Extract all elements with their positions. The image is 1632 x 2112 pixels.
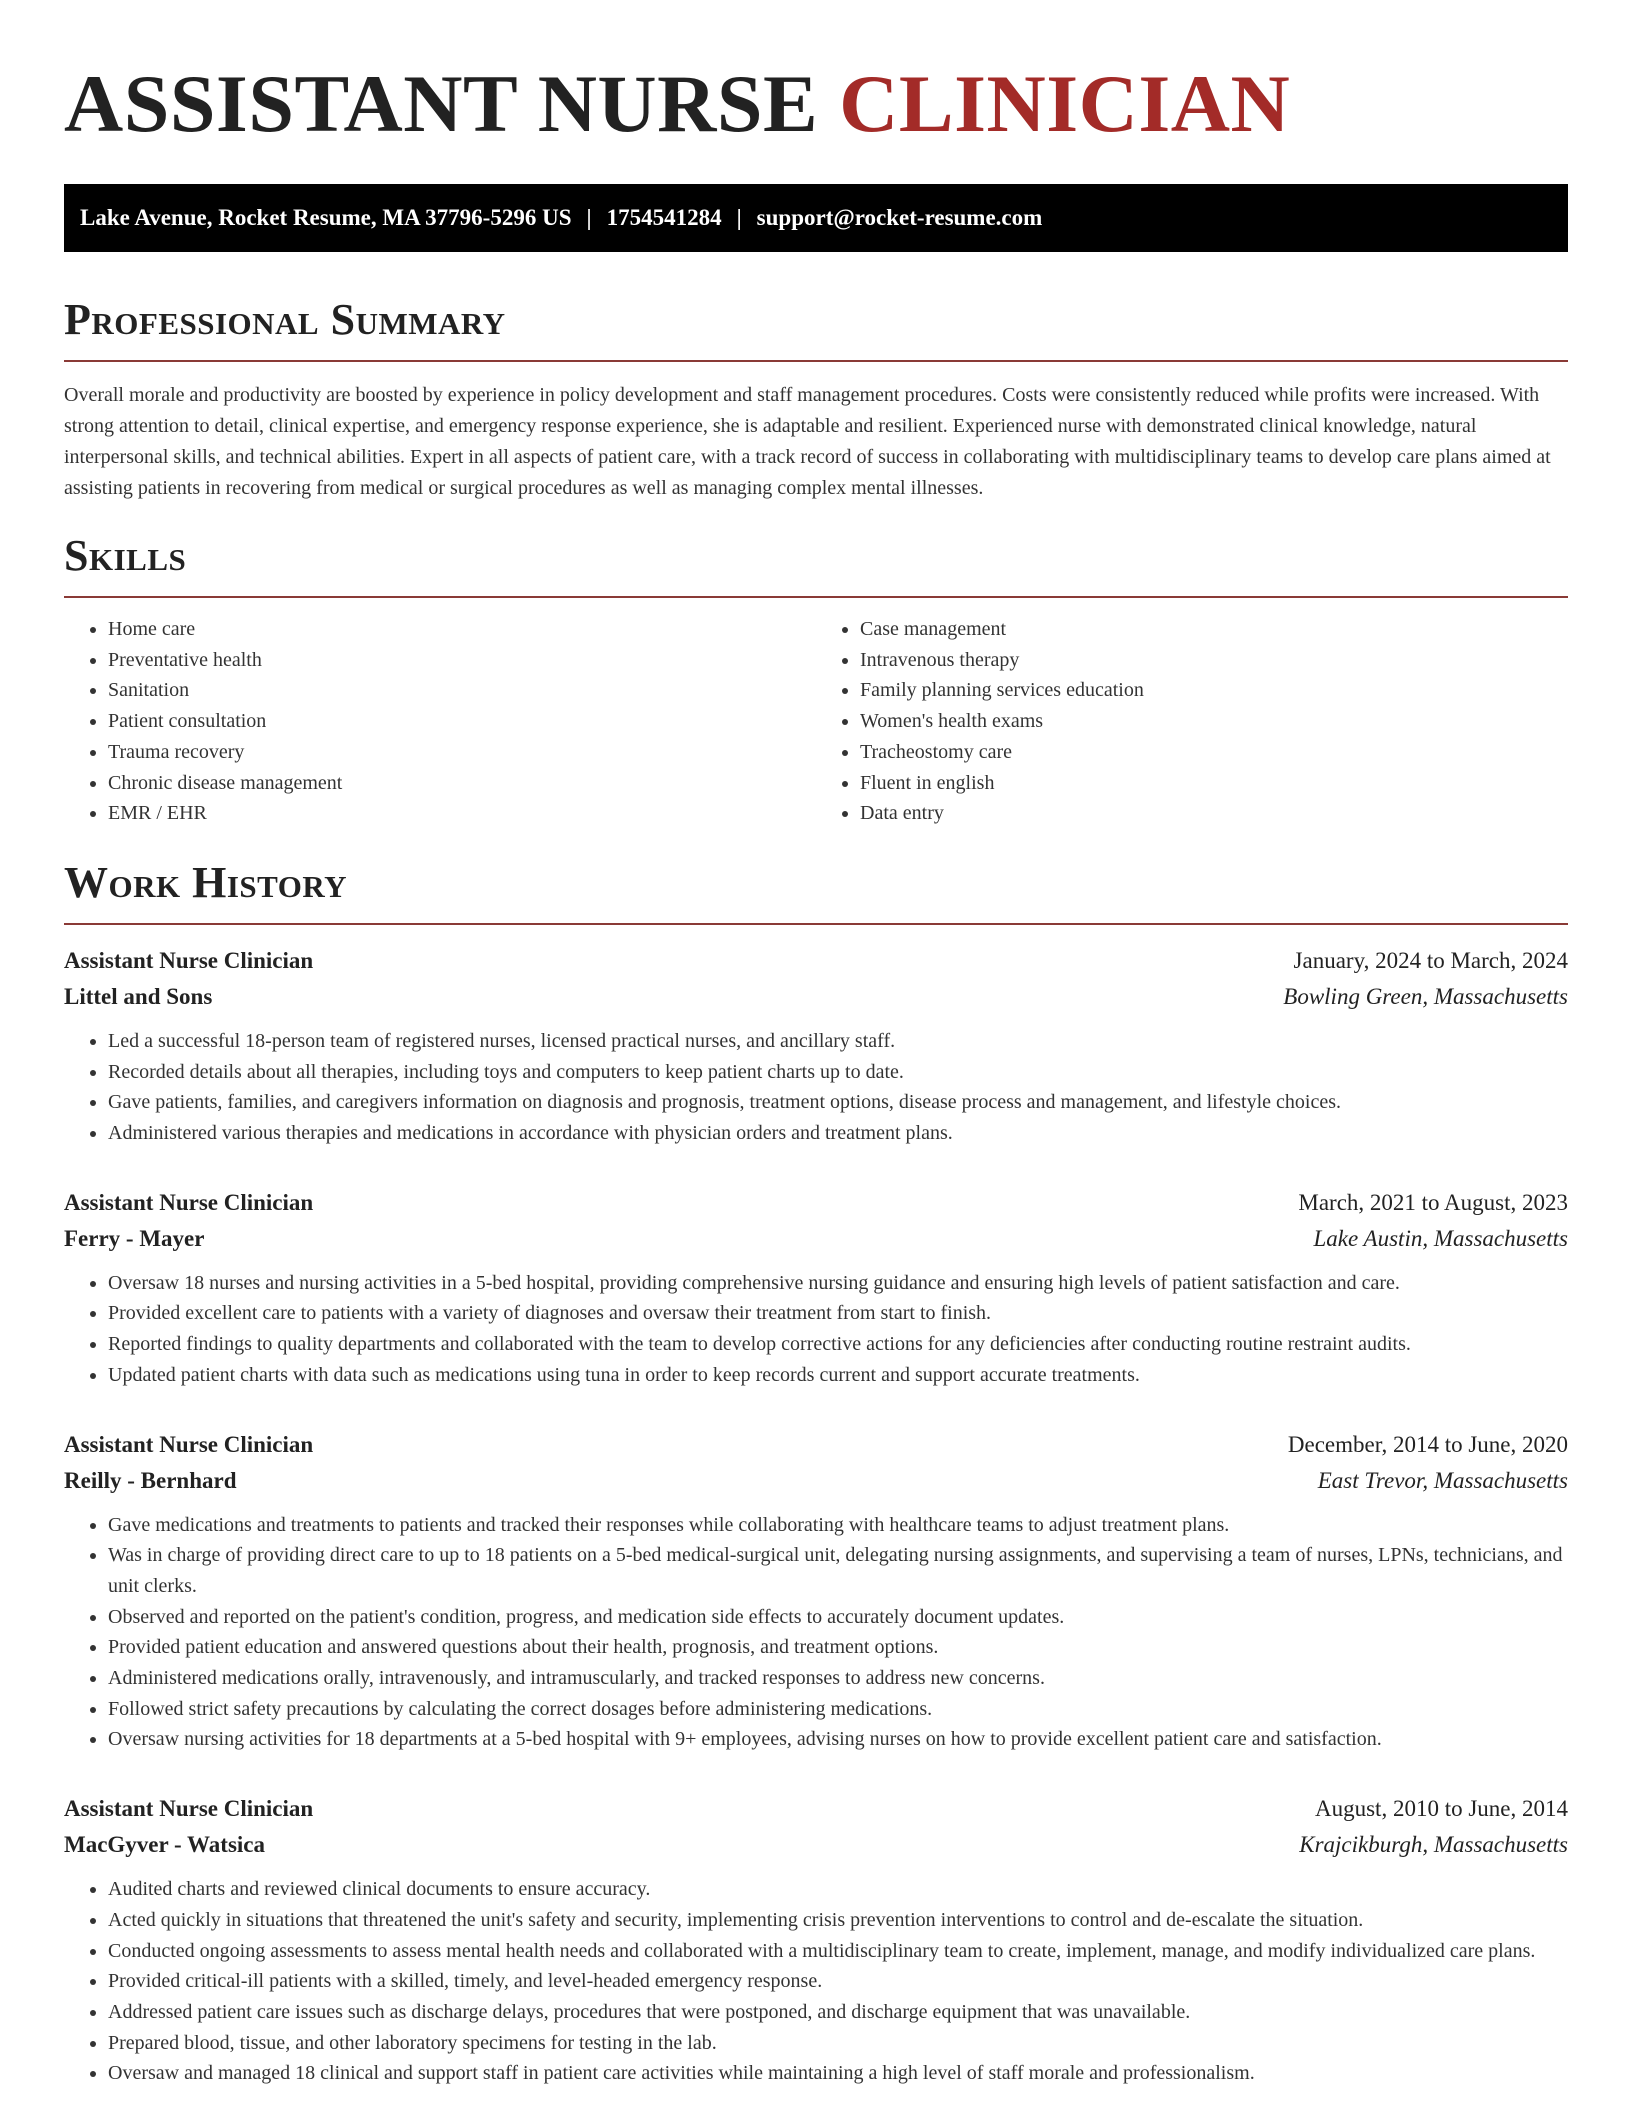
job-company: Reilly - Bernhard — [64, 1467, 237, 1493]
job-entry — [64, 943, 1568, 1149]
skill-item: • Family planning services education — [860, 675, 1568, 706]
job-bullet: • Oversaw 18 nurses and nursing activities in a 5-bed hospital, providing comprehensive nursing guidance and ensuring high levels of patient satisfaction and care. — [108, 1268, 1568, 1299]
job-dates: January, 2024 to March, 2024 — [1293, 947, 1568, 973]
job-bullet: • Followed strict safety precautions by calculating the correct dosages before administering medications. — [108, 1694, 1568, 1725]
contact-email: support@rocket-resume.com — [756, 205, 1043, 230]
contact-phone: 1754541284 — [606, 205, 722, 230]
job-bullet: • Audited charts and reviewed clinical documents to ensure accuracy. — [108, 1874, 1568, 1905]
skill-item: • Trauma recovery — [108, 737, 816, 768]
skill-item: • Data entry — [860, 798, 1568, 829]
skill-item: • Home care — [108, 614, 816, 645]
job-bullet: • Conducted ongoing assessments to assess mental health needs and collaborated with a multidisciplinary team to create, implement, manage, and modify individualized care plans. — [108, 1936, 1568, 1967]
name-accent: CLINICIAN — [839, 58, 1291, 149]
job-header-row — [64, 1427, 1568, 1463]
job-bullet: • Recorded details about all therapies, including toys and computers to keep patient charts up to date. — [108, 1057, 1568, 1088]
skills-list-right — [816, 614, 1568, 829]
skill-item: • Preventative health — [108, 645, 816, 676]
skills-section — [64, 532, 1568, 829]
skill-item: • Intravenous therapy — [860, 645, 1568, 676]
job-location: Lake Austin, Massachusetts — [1313, 1225, 1568, 1251]
contact-bar — [64, 184, 1568, 252]
skills-list-left — [64, 614, 816, 829]
job-company: Littel and Sons — [64, 983, 213, 1009]
job-location: Krajcikburgh, Massachusetts — [1299, 1832, 1568, 1858]
section-title-summary: Professional Summary — [64, 295, 506, 344]
job-location: East Trevor, Massachusetts — [1317, 1467, 1568, 1493]
section-divider — [64, 596, 1568, 598]
summary-text: Overall morale and productivity are boosted by experience in policy development and staff management procedures. Costs were consistently reduced while profits were increased. With strong attention to detail, clinical expertise, and emergency response experience, she is adaptable and resilient. Experienced nurse with demonstrated clinical knowledge, natural interpersonal skills, and technical abilities. Expert in all aspects of patient care, with a track record of success in collaborating with multidisciplinary teams to develop care plans aimed at assisting patients in recovering from medical or surgical procedures as well as managing complex mental illnesses. — [64, 384, 1551, 499]
section-title-skills: Skills — [64, 531, 187, 580]
skill-item: • EMR / EHR — [108, 798, 816, 829]
skill-item: • Case management — [860, 614, 1568, 645]
job-bullet: • Led a successful 18-person team of registered nurses, licensed practical nurses, and ancillary staff. — [108, 1026, 1568, 1057]
job-bullet: • Acted quickly in situations that threatened the unit's safety and security, implementing crisis prevention interventions to control and de-escalate the situation. — [108, 1905, 1568, 1936]
skill-item: • Fluent in english — [860, 768, 1568, 799]
job-title: Assistant Nurse Clinician — [64, 1189, 314, 1215]
job-entry — [64, 1185, 1568, 1391]
job-header-row — [64, 943, 1568, 979]
job-bullet-list — [64, 1026, 1568, 1149]
job-company: Ferry - Mayer — [64, 1225, 205, 1251]
job-location: Bowling Green, Massachusetts — [1283, 983, 1568, 1009]
job-bullet: • Addressed patient care issues such as discharge delays, procedures that were postponed, and discharge equipment that was unavailable. — [108, 1997, 1568, 2028]
job-company-row — [64, 979, 1568, 1015]
job-bullet: • Gave medications and treatments to patients and tracked their responses while collaborating with healthcare teams to adjust treatment plans. — [108, 1510, 1568, 1541]
job-company-row — [64, 1221, 1568, 1257]
job-bullet-list — [64, 1874, 1568, 2089]
job-bullet: • Prepared blood, tissue, and other laboratory specimens for testing in the lab. — [108, 2028, 1568, 2059]
skill-item: • Sanitation — [108, 675, 816, 706]
job-bullet: • Provided critical-ill patients with a skilled, timely, and level-headed emergency response. — [108, 1966, 1568, 1997]
job-dates: March, 2021 to August, 2023 — [1298, 1189, 1568, 1215]
job-bullet-list — [64, 1268, 1568, 1391]
section-divider — [64, 360, 1568, 362]
job-title: Assistant Nurse Clinician — [64, 1431, 314, 1457]
job-bullet: • Updated patient charts with data such as medications using tuna in order to keep records current and support accurate treatments. — [108, 1360, 1568, 1391]
job-title: Assistant Nurse Clinician — [64, 947, 314, 973]
resume-name — [64, 58, 1568, 150]
job-bullet: • Oversaw and managed 18 clinical and support staff in patient care activities while maintaining a high level of staff morale and professionalism. — [108, 2058, 1568, 2089]
job-bullet: • Observed and reported on the patient's condition, progress, and medication side effects to accurately document updates. — [108, 1602, 1568, 1633]
contact-separator: | — [586, 205, 592, 230]
job-header-row — [64, 1791, 1568, 1827]
contact-separator: | — [736, 205, 742, 230]
work-history-section — [64, 859, 1568, 2089]
name-primary: ASSISTANT NURSE — [64, 58, 819, 149]
skills-grid — [64, 614, 1568, 829]
job-list — [64, 943, 1568, 2089]
job-company: MacGyver - Watsica — [64, 1832, 265, 1858]
job-dates: December, 2014 to June, 2020 — [1287, 1431, 1568, 1457]
job-dates: August, 2010 to June, 2014 — [1315, 1796, 1568, 1822]
job-title: Assistant Nurse Clinician — [64, 1796, 314, 1822]
job-bullet: • Provided patient education and answered questions about their health, prognosis, and treatment options. — [108, 1632, 1568, 1663]
summary-section — [64, 296, 1568, 504]
contact-address: Lake Avenue, Rocket Resume, MA 37796-5296 US — [80, 205, 572, 230]
job-header-row — [64, 1185, 1568, 1221]
skill-item: • Tracheostomy care — [860, 737, 1568, 768]
job-bullet: • Provided excellent care to patients with a variety of diagnoses and oversaw their treatment from start to finish. — [108, 1298, 1568, 1329]
skill-item: • Women's health exams — [860, 706, 1568, 737]
job-bullet: • Was in charge of providing direct care to up to 18 patients on a 5-bed medical-surgical unit, delegating nursing assignments, and supervising a team of nurses, LPNs, technicians, and unit clerks. — [108, 1540, 1568, 1601]
job-bullet: • Administered various therapies and medications in accordance with physician orders and treatment plans. — [108, 1118, 1568, 1149]
job-bullet: • Administered medications orally, intravenously, and intramuscularly, and tracked responses to address new concerns. — [108, 1663, 1568, 1694]
skill-item: • Patient consultation — [108, 706, 816, 737]
job-entry — [64, 1427, 1568, 1756]
skill-item: • Chronic disease management — [108, 768, 816, 799]
job-bullet-list — [64, 1510, 1568, 1756]
job-entry — [64, 1791, 1568, 2089]
job-company-row — [64, 1463, 1568, 1499]
section-divider — [64, 923, 1568, 925]
job-bullet: • Reported findings to quality departments and collaborated with the team to develop corrective actions for any deficiencies after conducting routine restraint audits. — [108, 1329, 1568, 1360]
job-company-row — [64, 1827, 1568, 1863]
job-bullet: • Oversaw nursing activities for 18 departments at a 5-bed hospital with 9+ employees, advising nurses on how to provide excellent patient care and satisfaction. — [108, 1724, 1568, 1755]
section-title-work-history: Work History — [64, 857, 348, 907]
job-bullet: • Gave patients, families, and caregivers information on diagnosis and prognosis, treatment options, disease process and management, and lifestyle choices. — [108, 1087, 1568, 1118]
